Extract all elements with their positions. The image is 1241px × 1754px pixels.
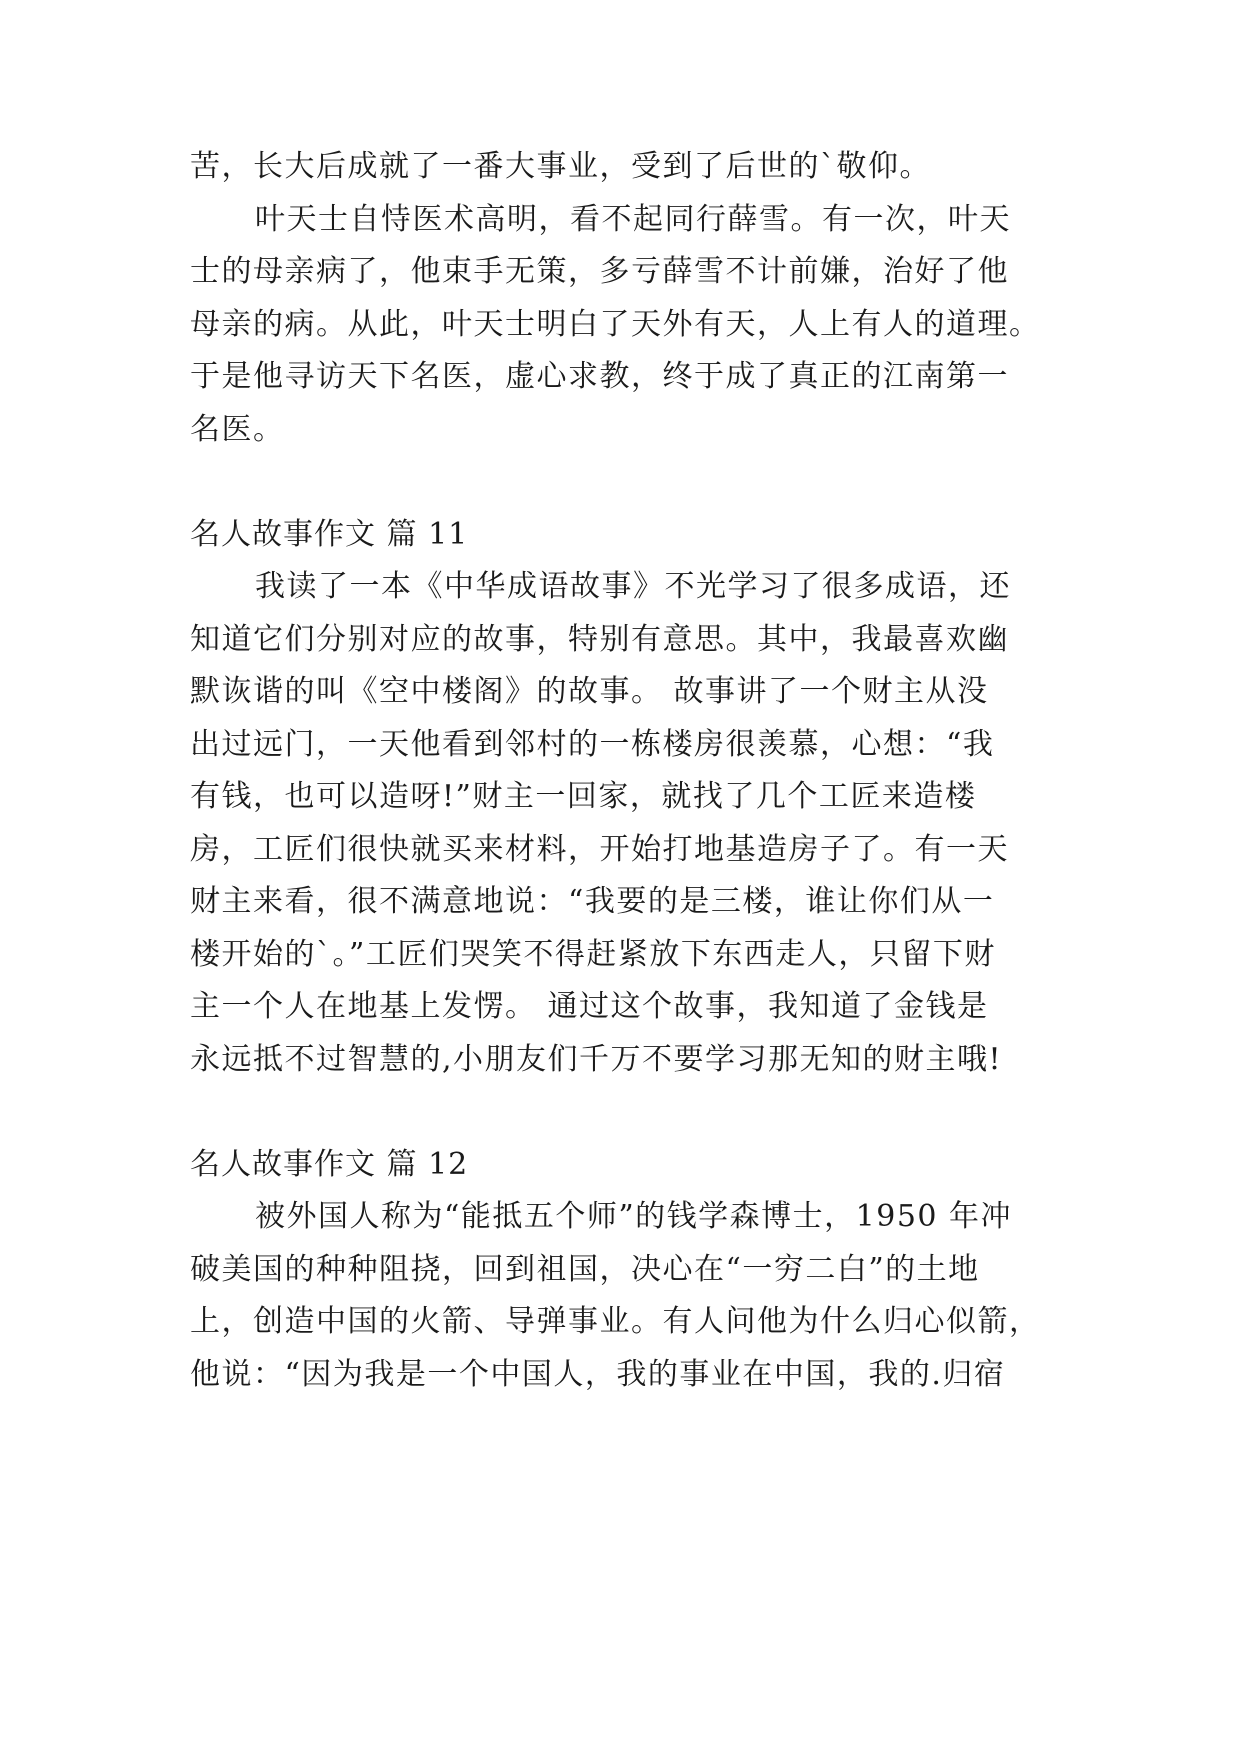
- paragraph-line: 苦，长大后成就了一番大事业，受到了后世的`敬仰。: [190, 149, 931, 184]
- paragraph-line: 永远抵不过智慧的,小朋友们千万不要学习那无知的财主哦!: [190, 1042, 1003, 1077]
- paragraph-line: 知道它们分别对应的故事，特别有意思。其中，我最喜欢幽: [190, 622, 1009, 657]
- section-heading-12: 名人故事作文 篇 12: [190, 1147, 469, 1182]
- paragraph-line: 默诙谐的叫《空中楼阁》的故事。 故事讲了一个财主从没: [190, 674, 989, 709]
- paragraph-line: 母亲的病。从此，叶天士明白了天外有天，人上有人的道理。: [190, 307, 1041, 342]
- paragraph-line: 主一个人在地基上发愣。 通过这个故事，我知道了金钱是: [190, 989, 989, 1024]
- paragraph-line: 于是他寻访天下名医，虚心求教，终于成了真正的江南第一: [190, 359, 1009, 394]
- paragraph-line: 楼开始的`。”工匠们哭笑不得赶紧放下东西走人，只留下财: [190, 937, 996, 972]
- paragraph-line: 有钱，也可以造呀!”财主一回家，就找了几个工匠来造楼: [190, 779, 977, 814]
- paragraph-line: 他说：“因为我是一个中国人，我的事业在中国，我的.归宿: [190, 1357, 1006, 1392]
- paragraph-line: 叶天士自恃医术高明，看不起同行薛雪。有一次，叶天: [255, 202, 1011, 237]
- paragraph-line: 出过远门，一天他看到邻村的一栋楼房很羡慕，心想：“我: [190, 727, 995, 762]
- section-heading-11: 名人故事作文 篇 11: [190, 517, 469, 552]
- paragraph-line: 破美国的种种阻挠，回到祖国，决心在“一穷二白”的土地: [190, 1252, 980, 1287]
- paragraph-line: 财主来看，很不满意地说：“我要的是三楼，谁让你们从一: [190, 884, 995, 919]
- paragraph-line: 房，工匠们很快就买来材料，开始打地基造房子了。有一天: [190, 832, 1009, 867]
- paragraph-line: 我读了一本《中华成语故事》不光学习了很多成语，还: [255, 569, 1011, 604]
- paragraph-line: 士的母亲病了，他束手无策，多亏薛雪不计前嫌，治好了他: [190, 254, 1009, 289]
- paragraph-line: 名医。: [190, 412, 285, 447]
- paragraph-line: 被外国人称为“能抵五个师”的钱学森博士，1950 年冲: [255, 1199, 1013, 1234]
- paragraph-line: 上，创造中国的火箭、导弹事业。有人问他为什么归心似箭，: [190, 1304, 1041, 1339]
